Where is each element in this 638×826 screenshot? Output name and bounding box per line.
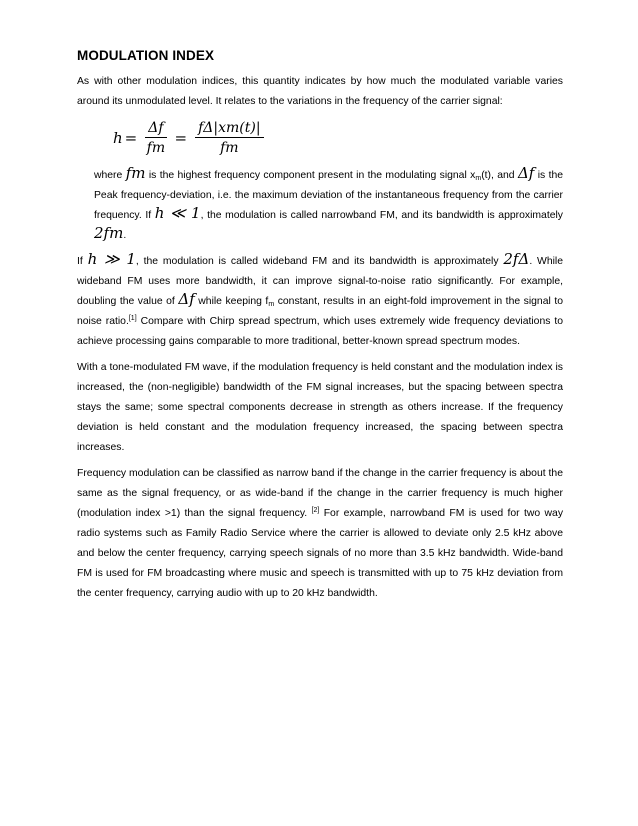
reference-2[interactable]: [2]: [311, 507, 320, 514]
fraction-2-denominator: fm: [220, 140, 239, 156]
wideband-text-4: while keeping f: [198, 296, 269, 307]
where-text-1: where: [94, 170, 123, 181]
page-content: [77, 48, 563, 604]
fraction-1-numerator: Δf: [145, 120, 166, 138]
formula-fraction-2: [195, 120, 263, 156]
wideband-text-3: . While wideband FM uses more bandwidth, it can improve signal-to-noise ratio significantly. For example, doubling the value of: [77, 256, 564, 307]
section-title: MODULATION INDEX: [77, 48, 215, 63]
classification-paragraph: [77, 464, 563, 604]
wideband-text-5: constant, results in an eight-fold improvement in the signal to noise ratio.: [77, 296, 563, 327]
fraction-2-numerator: fΔ|xm(t)|: [195, 120, 263, 138]
where-text-5: , the modulation is called narrowband FM, and its bandwidth is approximately: [200, 210, 563, 221]
math-2fm: 2fm: [94, 224, 124, 242]
math-delta-f-2: Δf: [178, 290, 195, 308]
math-fm: fm: [125, 164, 146, 182]
classification-text-2: For example, narrowband FM is used for two way radio systems such as Family Radio Service where the carrier is allowed to deviate only 2.5 kHz above and below the center frequency, carrying speech signals of no more than 3.5 kHz bandwidth. Wide-band FM is used for FM broadcasting where music and speech is transmitted with up to 75 kHz deviation from the center frequency, carrying audio with up to 20 kHz bandwidth.: [77, 508, 564, 599]
math-delta-f: Δf: [517, 164, 535, 182]
subscript-m: m: [475, 175, 482, 182]
where-text-3: (t), and: [481, 170, 515, 181]
classification-text-1: Frequency modulation can be classified as narrow band if the change in the carrier frequency is about the same as the signal frequency, or as wide-band if the change in the carrier frequency is much higher (modulation index >1) than the signal frequency.: [77, 468, 563, 519]
math-2f-delta: 2fΔ: [503, 250, 530, 268]
math-h-much-greater-1: h ≫ 1: [87, 250, 136, 268]
wideband-text-1: If: [77, 256, 83, 267]
wideband-text-2: , the modulation is called wideband FM and its bandwidth is approximately: [135, 256, 499, 267]
wideband-paragraph: [77, 252, 563, 352]
subscript-m-2: m: [268, 301, 275, 308]
modulation-index-formula: [113, 114, 563, 162]
where-text-6: .: [123, 230, 127, 241]
formula-equals-1: =: [124, 129, 138, 147]
formula-lhs: h: [113, 129, 123, 147]
where-paragraph: [94, 166, 563, 246]
fraction-1-denominator: fm: [146, 140, 166, 156]
formula-fraction-1: [145, 120, 166, 156]
where-text-2: is the highest frequency component present in the modulating signal x: [148, 170, 476, 181]
reference-1[interactable]: [1]: [128, 315, 137, 322]
formula-equals-2: =: [174, 129, 188, 147]
where-text-4: is the Peak frequency-deviation, i.e. the maximum deviation of the instantaneous frequency from the carrier frequency. If: [94, 170, 564, 221]
wideband-text-6: Compare with Chirp spread spectrum, which uses extremely wide frequency deviations to achieve processing gains comparable to more traditional, better-known spread spectrum modes.: [77, 316, 564, 347]
math-h-much-less-1: h ≪ 1: [154, 204, 201, 222]
intro-paragraph: As with other modulation indices, this quantity indicates by how much the modulated variable varies around its unmodulated level. It relates to the variations in the frequency of the carrier signal:: [77, 76, 563, 107]
tone-modulated-paragraph: With a tone-modulated FM wave, if the modulation frequency is held constant and the modulation index is increased, the (non-negligible) bandwidth of the FM signal increases, but the spacing between spectra stays the same; some spectral components decrease in strength as others increase. If the frequency deviation is held constant and the modulation frequency increased, the spacing between spectra increases.: [77, 362, 563, 453]
